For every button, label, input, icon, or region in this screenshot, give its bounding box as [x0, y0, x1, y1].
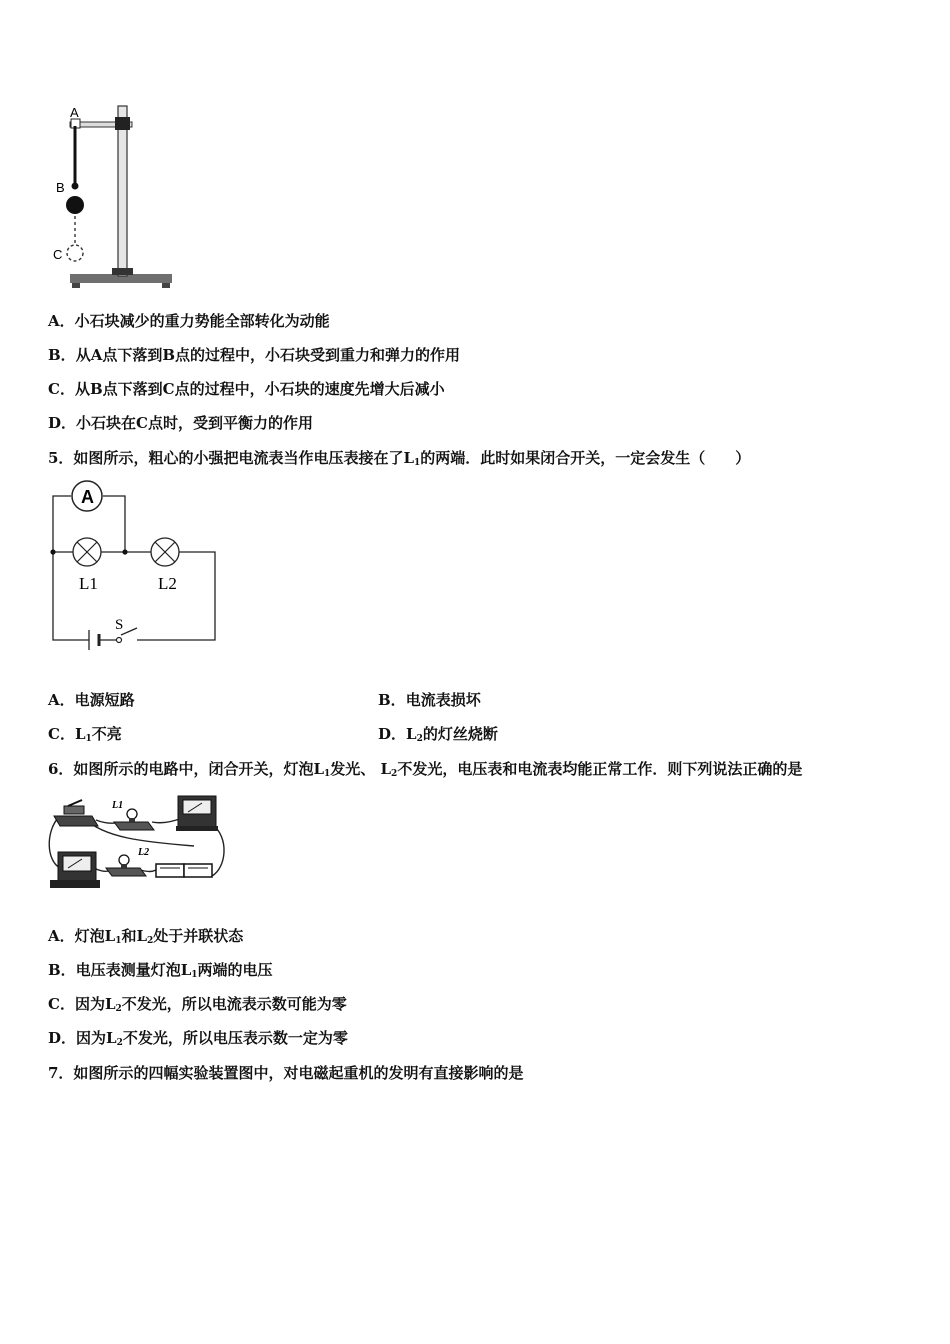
label-a: A: [70, 105, 79, 120]
option-letter: A．: [48, 312, 75, 330]
option-letter: B．: [48, 961, 76, 979]
q6-stem: 6．如图所示的电路中，闭合开关，灯泡$L_1$发光、 $L_2$不发光，电压表和电流表均能正常工作．则下列说法正确的是: [48, 760, 803, 779]
q4-option-d[interactable]: [48, 413, 313, 433]
option-letter: B．: [48, 346, 76, 364]
option-text: 从A点下落到B点的过程中，小石块受到重力和弹力的作用: [75, 346, 461, 364]
q5-circuit-figure: [45, 480, 225, 650]
lamp-l1-icon: [73, 538, 101, 566]
option-text: 小石块减少的重力势能全部转化为动能: [74, 312, 330, 330]
point-b-marker: [72, 183, 79, 190]
label-s: S: [115, 617, 124, 633]
label-b: B: [56, 180, 65, 195]
q4-option-b[interactable]: [48, 345, 460, 365]
junction-dot: [122, 549, 127, 554]
switch-icon: [115, 617, 123, 643]
stone-position-c: [67, 245, 83, 261]
option-letter: C．: [48, 995, 75, 1013]
q4-option-a[interactable]: [48, 311, 330, 331]
option-letter: D．: [48, 414, 77, 432]
label-l1: L1: [112, 800, 124, 811]
stone: [66, 196, 84, 214]
option-letter: C．: [48, 725, 75, 743]
label-l2: L2: [138, 847, 150, 858]
option-text: 电源短路: [74, 691, 135, 709]
junction-dot: [50, 549, 55, 554]
q6-option-d[interactable]: D．因为$L_2$不发光，所以电压表示数一定为零: [48, 1029, 348, 1048]
q6-option-c[interactable]: C．因为$L_2$不发光，所以电流表示数可能为零: [48, 995, 347, 1014]
q6-option-b[interactable]: B．电压表测量灯泡$L_1$两端的电压: [48, 961, 273, 980]
q5-option-c[interactable]: C．$L_1$不亮: [48, 725, 122, 744]
stand-pendulum-figure: [50, 100, 180, 292]
option-text: 从B点下落到C点的过程中，小石块的速度先增大后减小: [74, 380, 445, 398]
option-text: 电流表损坏: [405, 691, 481, 709]
q6-option-a[interactable]: A．灯泡$L_1$和$L_2$处于并联状态: [48, 927, 244, 946]
lamp-l1-holder-icon: [114, 809, 154, 830]
q5-option-d[interactable]: D．$L_2$的灯丝烧断: [378, 725, 498, 744]
option-letter: A．: [48, 691, 75, 709]
q6-apparatus-figure: [44, 788, 229, 896]
option-text: 小石块在C点时，受到平衡力的作用: [76, 414, 313, 432]
voltmeter-icon: [176, 796, 218, 831]
q5-stem: 5．如图所示，粗心的小强把电流表当作电压表接在了$L_1$的两端．此时如果闭合开关，一定会发生（ ）: [48, 449, 751, 468]
ammeter-icon: [50, 852, 100, 888]
ammeter-label: A: [81, 487, 94, 507]
option-letter: C．: [48, 380, 75, 398]
iron-stand: [70, 106, 172, 288]
label-l2: L2: [158, 574, 177, 593]
option-letter: B．: [378, 691, 406, 709]
lamp-l2-icon: [151, 538, 179, 566]
option-letter: A．: [48, 927, 75, 945]
q4-option-c[interactable]: [48, 379, 445, 399]
lamp-l2-holder-icon: [106, 855, 146, 876]
option-letter: D．: [48, 1029, 77, 1047]
q5-option-b[interactable]: [378, 690, 481, 710]
ammeter-icon: [72, 481, 102, 511]
option-letter: D．: [378, 725, 407, 743]
battery-box-icon: [156, 864, 212, 877]
switch-board-icon: [54, 800, 98, 826]
q5-option-a[interactable]: [48, 690, 135, 710]
q7-stem: 7．如图所示的四幅实验装置图中，对电磁起重机的发明有直接影响的是: [48, 1064, 524, 1082]
label-c: C: [53, 247, 63, 262]
label-l1: L1: [79, 574, 98, 593]
battery-icon: [89, 630, 99, 650]
circuit-wires: [53, 496, 215, 640]
